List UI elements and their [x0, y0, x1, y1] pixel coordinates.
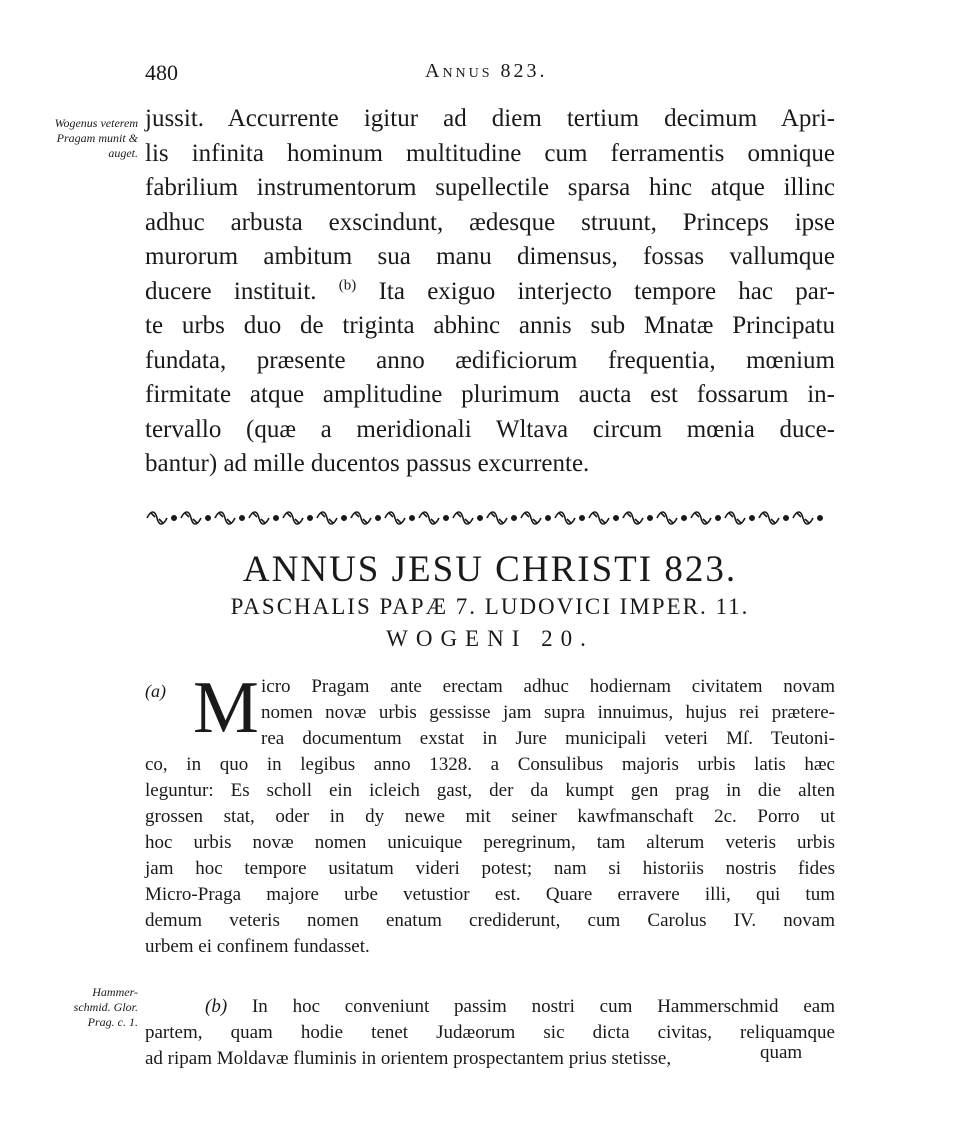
drop-cap: M — [193, 667, 259, 749]
main-line: fundata, præsente anno ædificiorum frequentia, mœnium — [145, 346, 835, 374]
main-line-with-note — [145, 275, 835, 310]
footnote-line: demum veteris nomen enatum crediderunt, cum Carolus IV. novam — [145, 910, 835, 931]
main-line: te urbs duo de triginta abhinc annis sub Mnatæ Principatu — [145, 312, 835, 339]
main-line-part: ducere instituit. — [145, 277, 317, 305]
footnote-mark-a: (a) — [145, 681, 166, 701]
main-line: adhuc arbusta exscindunt, ædesque struunt, Princeps ipse — [145, 208, 835, 236]
margin-note-line: schmid. Glor. — [73, 1000, 138, 1014]
main-line: jussit. Accurrente igitur ad diem tertium decimum Apri- — [145, 105, 835, 132]
main-text — [145, 102, 835, 482]
margin-note-hammerschmid — [30, 985, 138, 1030]
footnote-line-blackletter: leguntur: Es scholl ein icleich gast, der da kumpt gen prag in die alten — [145, 780, 835, 801]
section-subtitle: PASCHALIS PAPÆ 7. LUDOVICI IMPER. 11. — [230, 594, 750, 619]
note-reference-b: (b) — [338, 277, 357, 294]
catchword: quam — [760, 1042, 803, 1063]
footnote-line-text: In hoc conveniunt passim nostri cum Hammerschmid eam — [251, 996, 835, 1017]
footnote-line: rea documentum exstat in Jure municipali veteri Mſ. Teutoni- — [261, 728, 835, 749]
footnote-mark-b: (b) — [205, 996, 228, 1017]
footnote-line: icro Pragam ante erectam adhuc hodiernam civitatem novam — [261, 676, 835, 697]
ornament-fleuron — [283, 512, 312, 524]
footnote-line: hoc urbis novæ nomen unicuique peregrinum, tam alterum veteris urbis — [145, 832, 835, 853]
ornament-fleuron — [181, 512, 210, 524]
ornament-fleuron — [725, 512, 754, 524]
footnote-line: Micro-Praga majore urbe vetustior est. Quare erravere illi, qui tum — [145, 884, 835, 905]
footnote-line: urbem ei confinem fundasset. — [145, 936, 370, 957]
ornament-fleuron — [249, 512, 278, 524]
footnote-line: grossen stat, oder in dy newe mit seiner kawfmanschaft 2c. Porro ut — [145, 806, 835, 827]
section-subtitle-2: WOGENI 20. — [386, 626, 594, 651]
ornament-fleuron — [487, 512, 516, 524]
running-head — [145, 60, 835, 90]
main-line: murorum ambitum sua manu dimensus, fossas vallumque — [145, 243, 835, 270]
ornament-fleuron — [215, 512, 244, 524]
ornament-fleuron — [453, 512, 482, 524]
footnote-line: nomen novæ urbis gessisse jam supra innuimus, hujus rei prætere- — [261, 702, 835, 723]
footnote-line: jam hoc tempore usitatum videri potest; nam si historiis nostris fides — [145, 858, 835, 879]
margin-note-line: Hammer- — [92, 985, 138, 999]
margin-note-wogenus: Wogenus veterem Pragam munit & auget. — [54, 116, 138, 160]
ornament-fleuron — [793, 512, 822, 524]
footnote-line: ad ripam Moldavæ fluminis in orientem prospectantem prius stetisse, — [145, 1048, 672, 1069]
ornament-fleuron — [521, 512, 550, 524]
ornament-fleuron — [147, 512, 176, 524]
main-line: bantur) ad mille ducentos passus excurrente. — [145, 450, 590, 477]
main-line: lis infinita hominum multitudine cum ferramentis omnique — [145, 139, 835, 167]
ornament-fleuron — [691, 512, 720, 524]
running-title: Annus 823. — [425, 60, 548, 82]
ornament-fleuron — [385, 512, 414, 524]
ornament-fleuron — [351, 512, 380, 524]
ornament-fleuron — [759, 512, 788, 524]
footnote-b — [145, 994, 835, 1072]
ornament-band — [145, 508, 835, 528]
footnote-a-head — [145, 667, 835, 752]
main-line: tervallo (quæ a meridionali Wltava circum mœnia duce- — [145, 415, 835, 443]
ornament-fleuron — [589, 512, 618, 524]
footnote-line: partem, quam hodie tenet Judæorum sic dicta civitas, reliquamque — [145, 1022, 835, 1043]
ornament-fleuron — [419, 512, 448, 524]
main-line: fabrilium instrumentorum supellectile sparsa hinc atque illinc — [145, 174, 835, 201]
main-line-part: Ita exiguo interjecto tempore hac par- — [378, 277, 836, 305]
margin-note-line: Prag. c. 1. — [87, 1015, 138, 1029]
ornament-fleuron — [317, 512, 346, 524]
footnotes — [145, 667, 835, 1072]
footnote-line: co, in quo in legibus anno 1328. a Consulibus majoris urbis latis hæc — [145, 754, 835, 775]
ornament-fleuron — [657, 512, 686, 524]
footnote-line-first — [145, 994, 835, 1020]
section-title: ANNUS JESU CHRISTI 823. — [242, 549, 738, 590]
main-line: firmitate atque amplitudine plurimum aucta est fossarum in- — [145, 381, 835, 408]
ornament-fleuron — [623, 512, 652, 524]
page-number: 480 — [145, 60, 178, 85]
ornament-fleuron — [555, 512, 584, 524]
